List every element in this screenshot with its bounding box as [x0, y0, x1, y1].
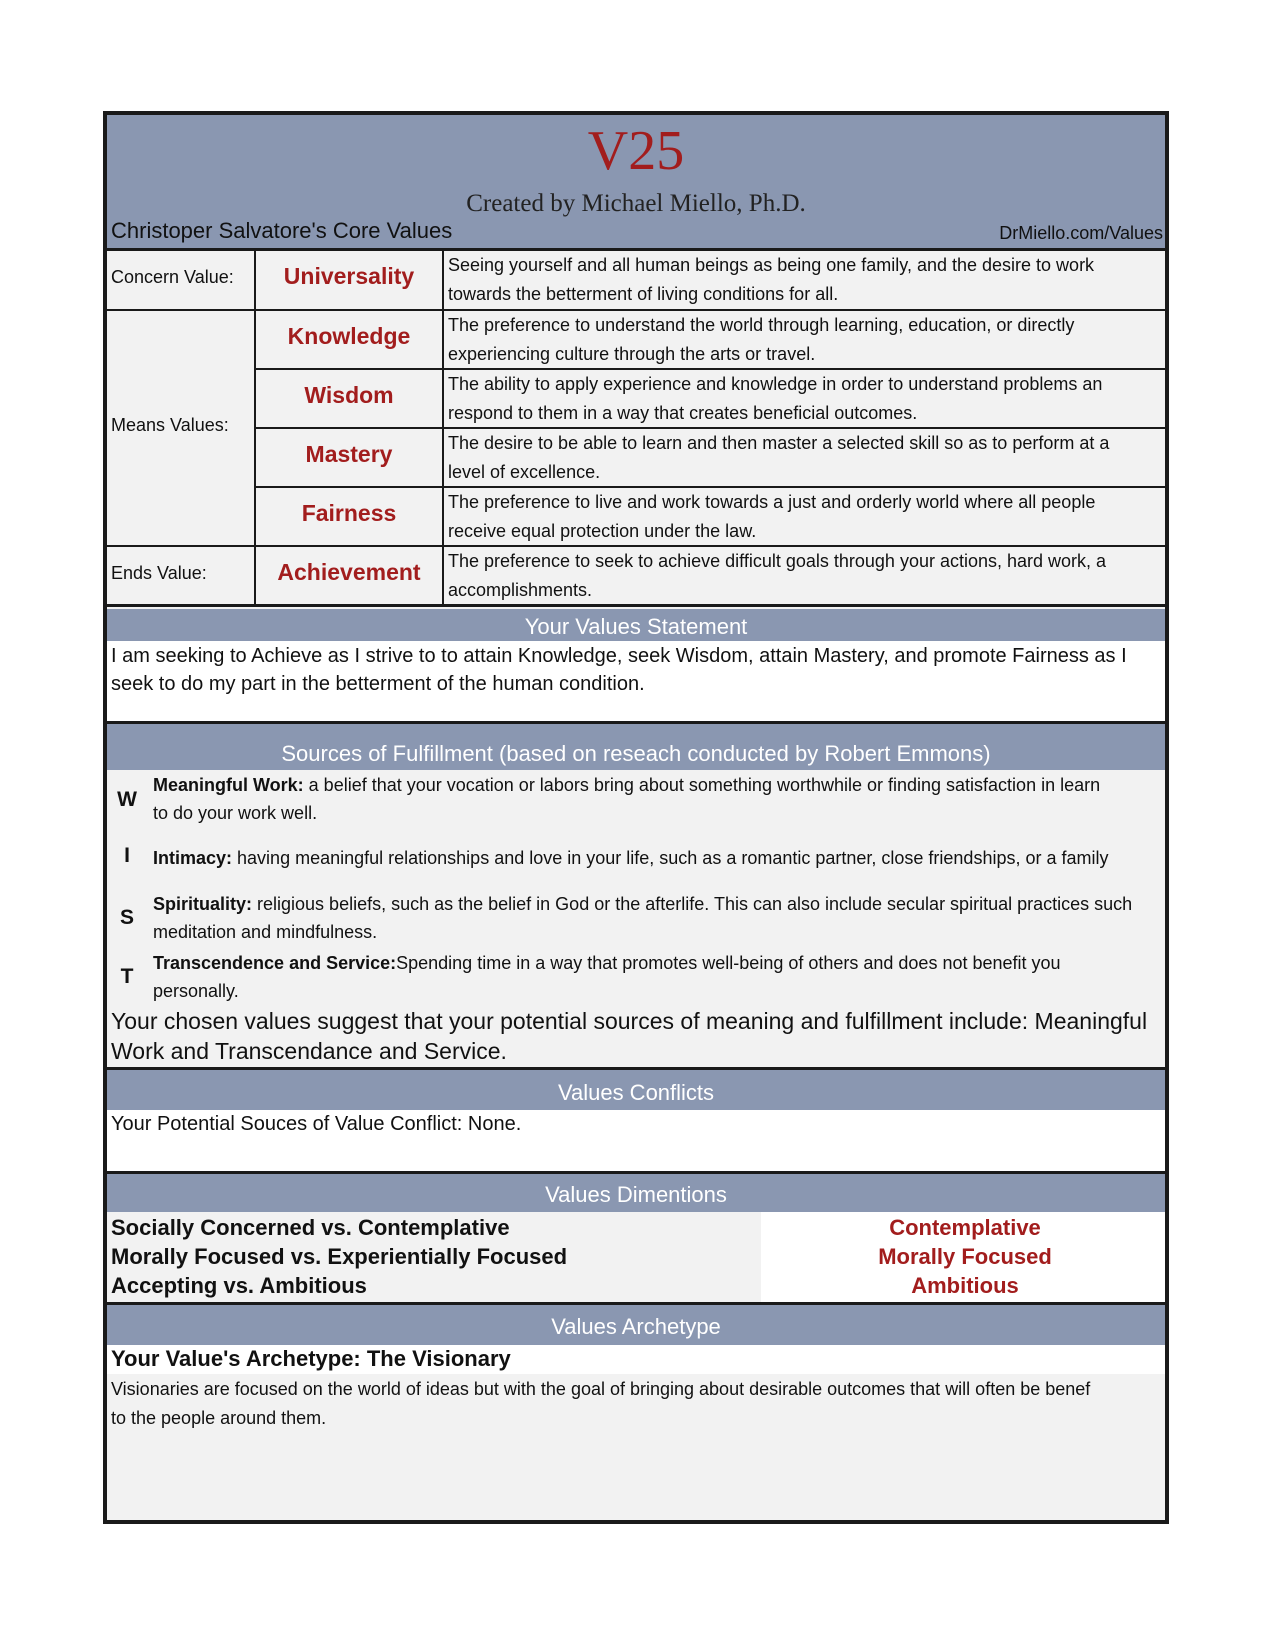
conflicts-text: Your Potential Souces of Value Conflict: None.	[111, 1113, 522, 1135]
source-text: a belief that your vocation or labors bring about something worthwhile or finding satisfaction in learn	[303, 775, 1101, 795]
description-line: The preference to understand the world through learning, education, or directly	[448, 315, 1075, 335]
values-report	[103, 111, 1169, 1524]
value-description	[444, 429, 1169, 487]
section-title: Sources of Fulfillment (based on reseach conducted by Robert Emmons)	[281, 741, 991, 766]
ends-value-label: Ends Value:	[111, 563, 207, 583]
report-title: V25	[587, 120, 685, 182]
archetype-description: Visionaries are focused on the world of ideas but with the goal of bringing about desirable outcomes that will often be benef	[111, 1379, 1091, 1399]
archetype-heading: Your Value's Archetype: The Visionary	[111, 1346, 511, 1371]
value-name: Wisdom	[304, 382, 394, 408]
means-values-label: Means Values:	[111, 415, 229, 435]
report-header	[107, 115, 1165, 248]
source-term: Spirituality:	[153, 894, 253, 914]
author-line: Created by Michael Miello, Ph.D.	[466, 190, 806, 217]
dimension-value: Morally Focused	[878, 1244, 1052, 1269]
source-term: Transcendence and Service:	[153, 953, 397, 973]
source-item	[153, 771, 1165, 800]
description-line: accomplishments.	[448, 580, 593, 600]
dimension-label: Socially Concerned vs. Contemplative	[111, 1215, 510, 1240]
value-name: Achievement	[277, 559, 421, 585]
description-line: The preference to seek to achieve difficult goals through your actions, hard work, a	[448, 551, 1107, 571]
site-link[interactable]: DrMiello.com/Values	[999, 223, 1163, 243]
source-item	[153, 949, 1165, 978]
section-title: Values Dimentions	[545, 1182, 727, 1207]
description-line: The desire to be able to learn and then master a selected skill so as to perform at a	[448, 433, 1110, 453]
value-name: Mastery	[305, 441, 393, 467]
owner-title: Christoper Salvatore's Core Values	[111, 218, 453, 243]
source-letter: I	[124, 844, 130, 867]
source-text: religious beliefs, such as the belief in God or the afterlife. This can also include secular spiritual practices such	[252, 894, 1133, 914]
source-text: having meaningful relationships and love in your life, such as a romantic partner, close friendships, or a family	[232, 848, 1109, 868]
source-line: personally.	[153, 981, 239, 1001]
section-title: Your Values Statement	[524, 614, 748, 639]
source-text: Spending time in a way that promotes well-being of others and does not benefit you	[396, 953, 1061, 973]
description-line: towards the betterment of living conditions for all.	[448, 284, 839, 304]
source-line: meditation and mindfulness.	[153, 922, 378, 942]
value-name: Knowledge	[287, 323, 411, 349]
source-letter: W	[117, 788, 137, 811]
description-line: Seeing yourself and all human beings as being one family, and the desire to work	[448, 255, 1095, 275]
dimension-label: Morally Focused vs. Experientially Focused	[111, 1244, 568, 1269]
value-description	[444, 547, 1169, 605]
archetype-description: to the people around them.	[111, 1408, 327, 1428]
fulfillment-summary: Work and Transcendance and Service.	[111, 1038, 507, 1064]
dimension-label: Accepting vs. Ambitious	[111, 1273, 367, 1298]
value-name: Universality	[283, 263, 415, 289]
value-name: Fairness	[301, 500, 397, 526]
description-line: level of excellence.	[448, 462, 601, 482]
description-line: The preference to live and work towards a just and orderly world where all people	[448, 492, 1096, 512]
value-description	[444, 488, 1169, 546]
dimension-value: Contemplative	[889, 1215, 1041, 1240]
value-description	[444, 311, 1169, 369]
source-item	[153, 890, 1165, 919]
source-letter: T	[120, 965, 134, 988]
source-term: Intimacy:	[153, 848, 233, 868]
source-item	[153, 844, 1165, 873]
concern-value-label: Concern Value:	[111, 267, 234, 287]
value-description	[444, 370, 1169, 428]
fulfillment-summary: Your chosen values suggest that your potential sources of meaning and fulfillment include: Meaningful	[111, 1008, 1148, 1034]
divider	[254, 251, 256, 607]
description-line: respond to them in a way that creates beneficial outcomes.	[448, 403, 918, 423]
section-title: Values Conflicts	[557, 1080, 715, 1105]
description-line: receive equal protection under the law.	[448, 521, 757, 541]
statement-line: I am seeking to Achieve as I strive to to attain Knowledge, seek Wisdom, attain Mastery, and promote Fairness as I	[111, 645, 1127, 667]
value-description	[444, 251, 1169, 309]
section-title: Values Archetype	[551, 1314, 721, 1339]
statement-line: seek to do my part in the betterment of the human condition.	[111, 673, 645, 695]
divider	[107, 604, 1165, 607]
description-line: experiencing culture through the arts or travel.	[448, 344, 816, 364]
description-line: The ability to apply experience and knowledge in order to understand problems an	[448, 374, 1103, 394]
source-letter: S	[119, 906, 134, 929]
dimension-value: Ambitious	[911, 1273, 1019, 1298]
source-term: Meaningful Work:	[153, 775, 304, 795]
source-line: to do your work well.	[153, 803, 318, 823]
